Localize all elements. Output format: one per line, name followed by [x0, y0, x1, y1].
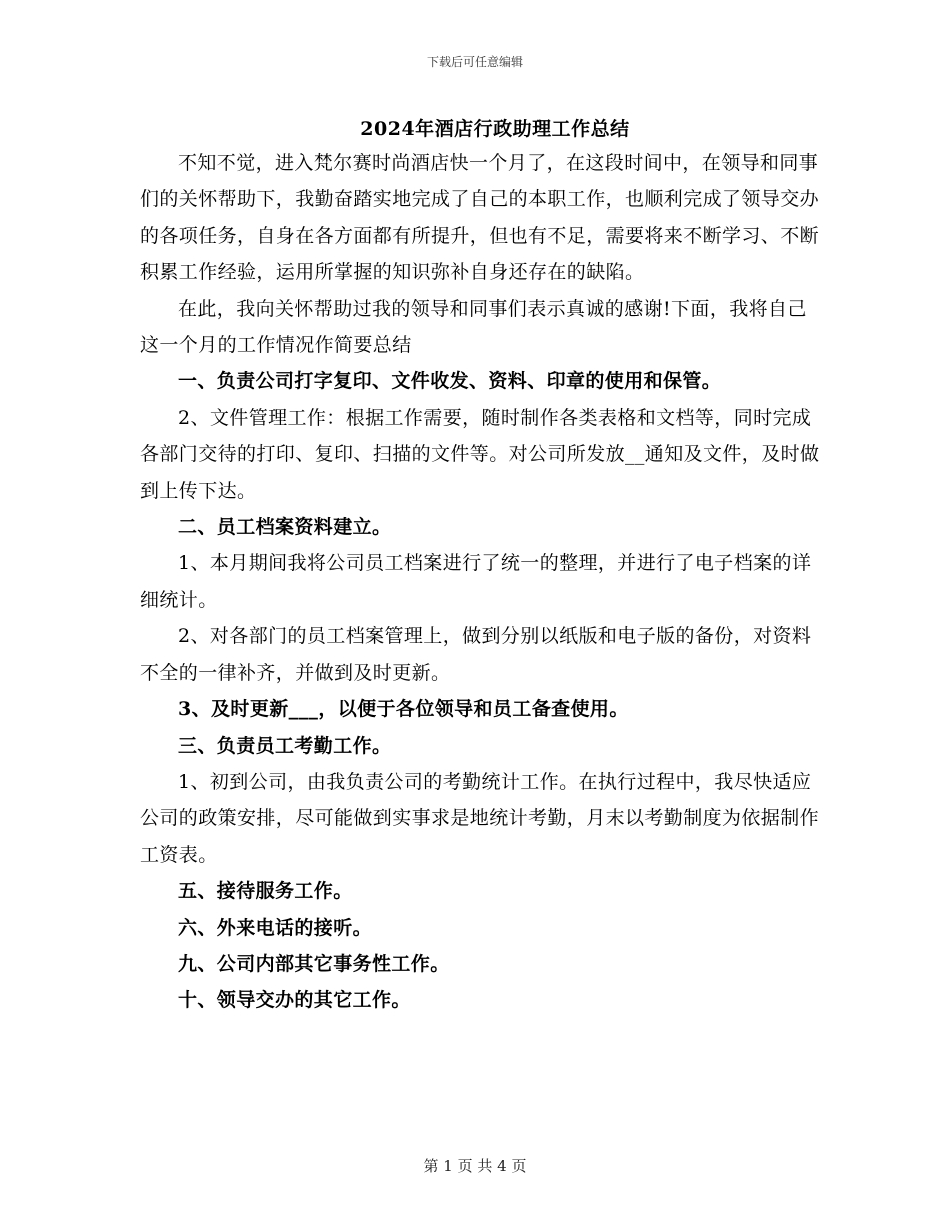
document-title: 2024年酒店行政助理工作总结 [360, 118, 630, 140]
paragraph-archive-2: 2、对各部门的员工档案管理上，做到分别以纸版和电子版的备份，对资料不全的一律补齐，并做到及时更新。 [140, 625, 812, 684]
page-footer: 第 1 页 共 4 页 [423, 1157, 527, 1175]
paragraph-file-management: 2、文件管理工作：根据工作需要，随时制作各类表格和文档等，同时完成各部门交待的打印、复印、扫描的文件等。对公司所发放__通知及文件，及时做到上传下达。 [140, 406, 820, 502]
paragraph-thanks: 在此，我向关怀帮助过我的领导和同事们表示真诚的感谢!下面，我将自己这一个月的工作情况作简要总结 [140, 297, 807, 357]
section-heading-6: 六、外来电话的接听。 [178, 916, 373, 939]
section-heading-3: 三、负责员工考勤工作。 [178, 734, 392, 757]
paragraph-attendance-1: 1、初到公司，由我负责公司的考勤统计工作。在执行过程中，我尽快适应公司的政策安排，尽可能做到实事求是地统计考勤，月末以考勤制度为依据制作工资表。 [140, 770, 820, 866]
paragraph-intro: 不知不觉，进入梵尔赛时尚酒店快一个月了，在这段时间中，在领导和同事们的关怀帮助下，我勤奋踏实地完成了自己的本职工作，也顺利完成了领导交办的各项任务，自身在各方面都有所提升，但也有不足，需要将来不断学习、不断积累工作经验，运用所掌握的知识弥补自身还存在的缺陷。 [140, 152, 820, 284]
paragraph-archive-1: 1、本月期间我将公司员工档案进行了统一的整理，并进行了电子档案的详细统计。 [140, 552, 812, 611]
document-body [140, 145, 820, 1019]
section-heading-9: 九、公司内部其它事务性工作。 [178, 952, 450, 975]
paragraph-archive-3: 3、及时更新___，以便于各位领导和员工备查使用。 [178, 698, 629, 721]
header-note: 下载后可任意编辑 [426, 55, 523, 69]
section-heading-2: 二、员工档案资料建立。 [178, 516, 392, 539]
section-heading-5: 五、接待服务工作。 [178, 880, 353, 903]
section-heading-1: 一、负责公司打字复印、文件收发、资料、印章的使用和保管。 [178, 370, 722, 393]
section-heading-10: 十、领导交办的其它工作。 [178, 989, 411, 1012]
